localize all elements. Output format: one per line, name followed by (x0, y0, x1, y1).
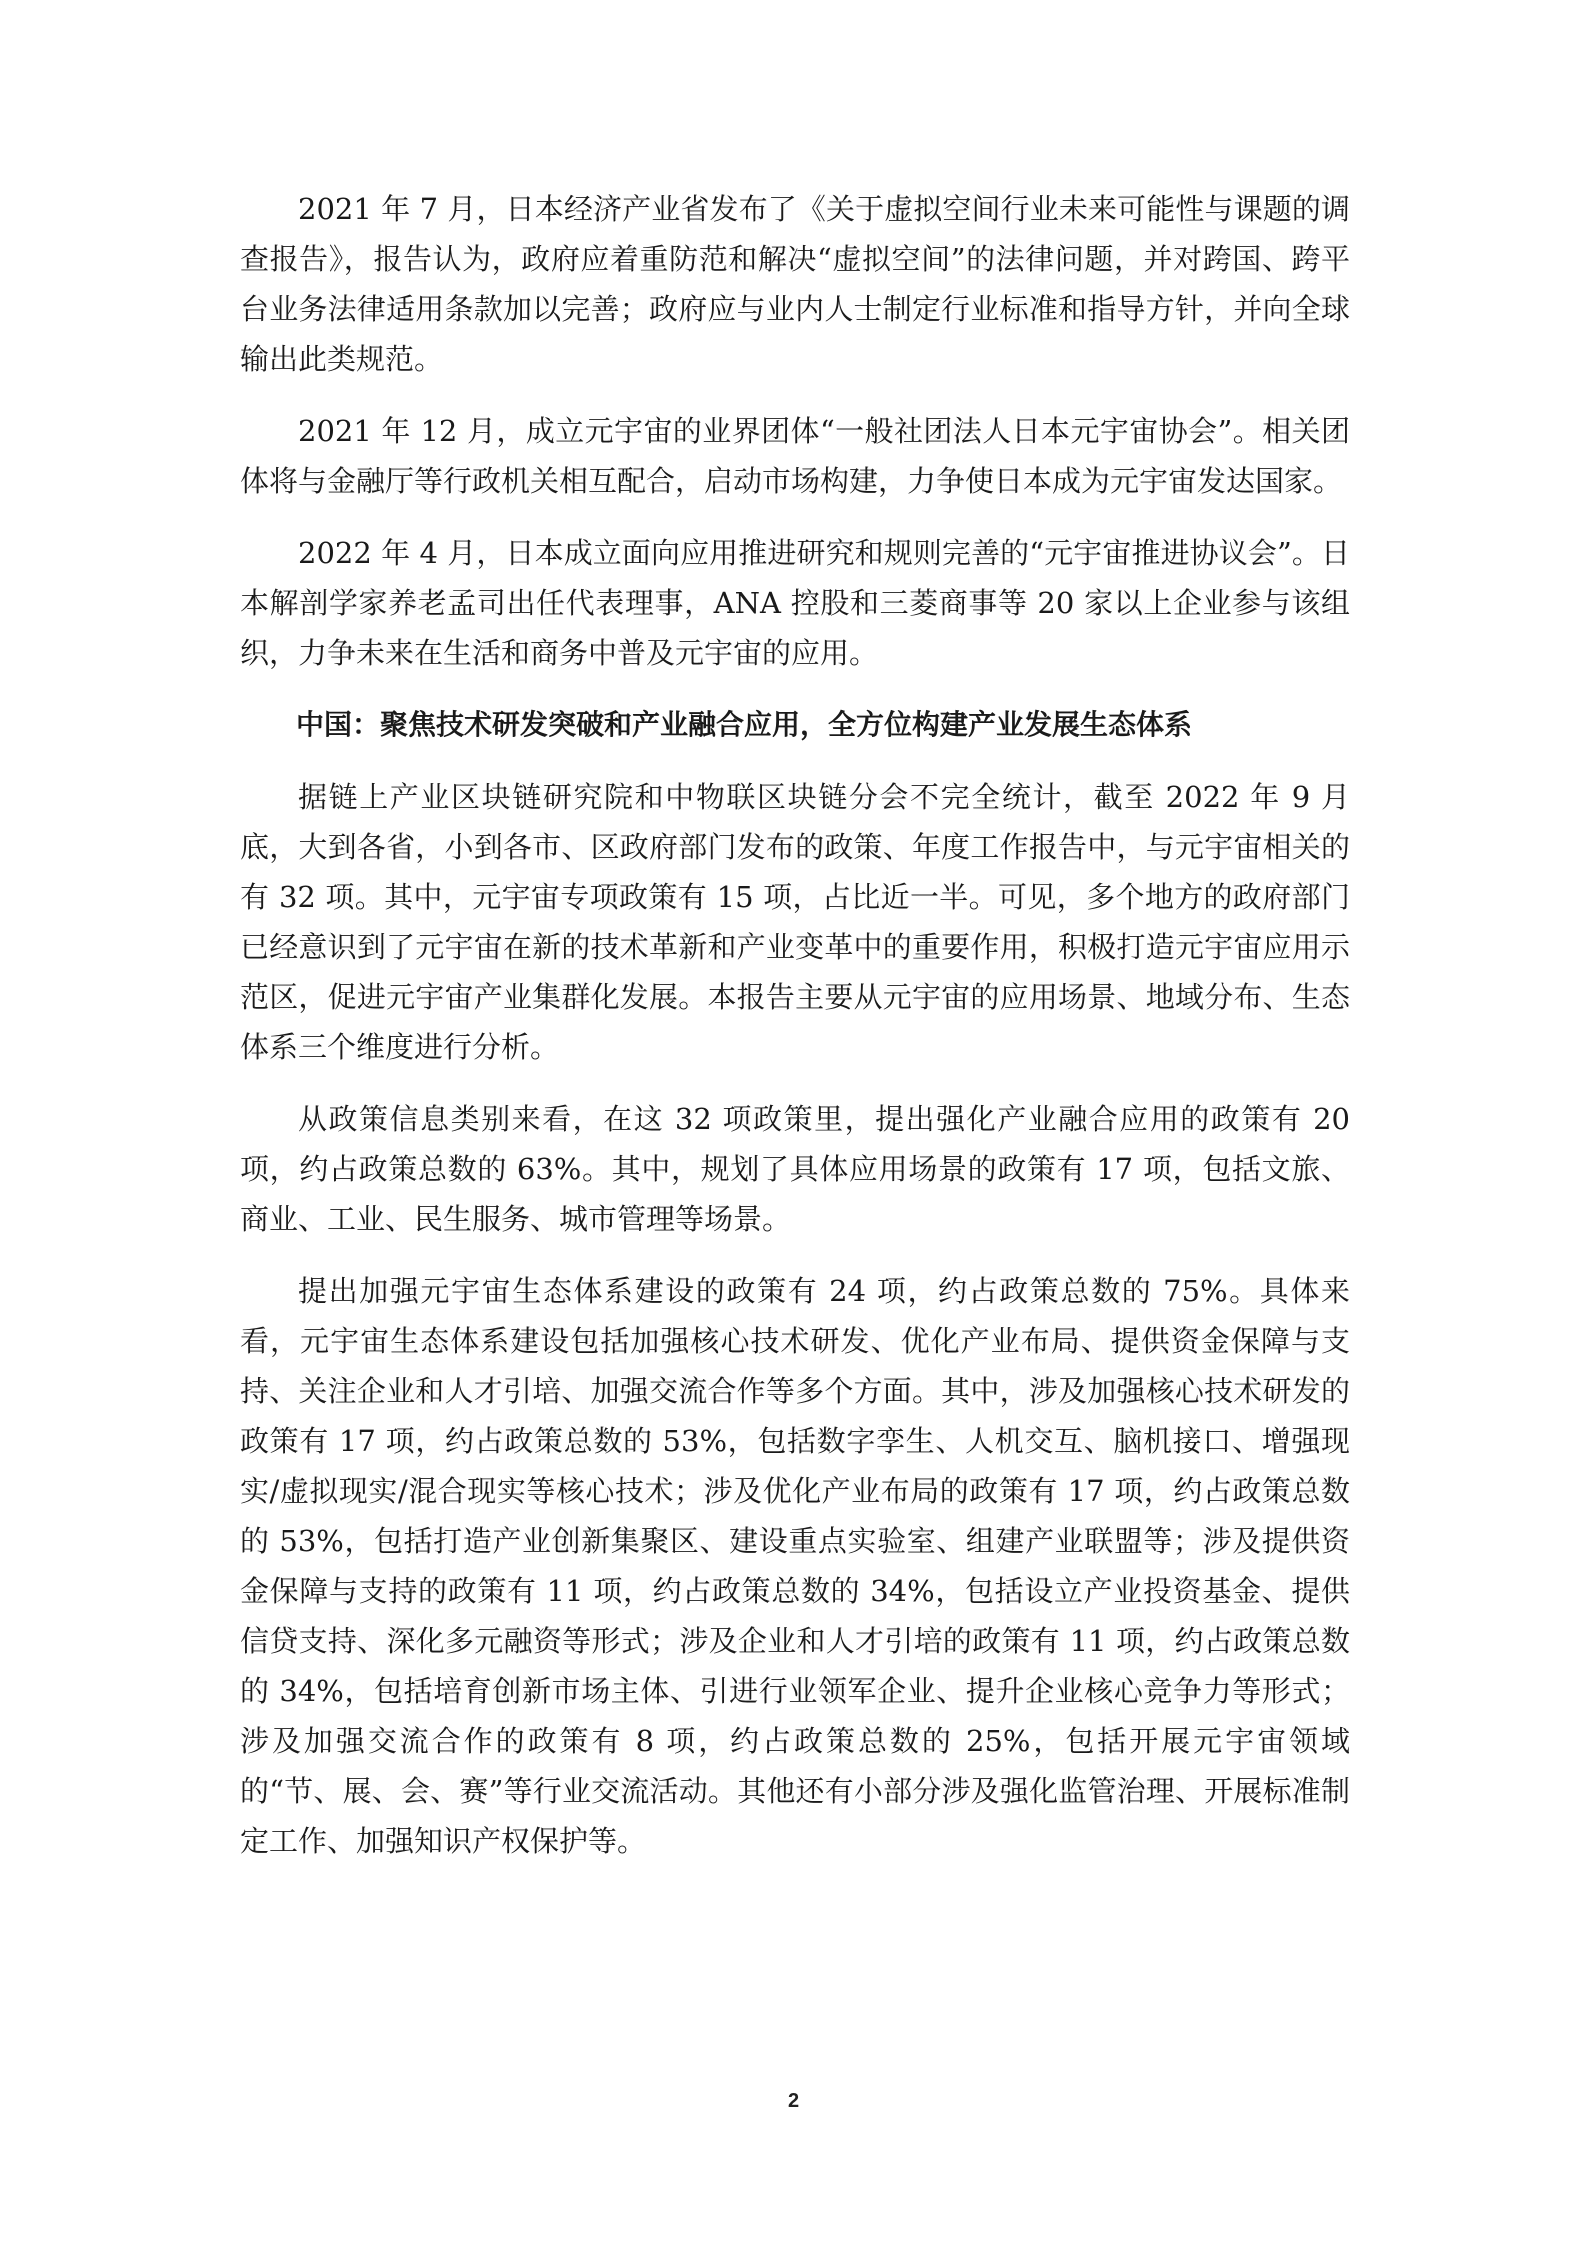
paragraph-japan-association-2021-12: 2021 年 12 月，成立元宇宙的业界团体“一般社团法人日本元宇宙协会”。相关团体将与金融厅等行政机关相互配合，启动市场构建，力争使日本成为元宇宙发达国家。 (240, 414, 1350, 498)
paragraph-japan-report-2021-07: 2021 年 7 月，日本经济产业省发布了《关于虚拟空间行业未来可能性与课题的调查报告》，报告认为，政府应着重防范和解决“虚拟空间”的法律问题，并对跨国、跨平台业务法律适用条款加以完善；政府应与业内人士制定行业标准和指导方针，并向全球输出此类规范。 (240, 192, 1350, 376)
paragraph-japan-council-2022-04: 2022 年 4 月，日本成立面向应用推进研究和规则完善的“元宇宙推进协议会”。日本解剖学家养老孟司出任代表理事，ANA 控股和三菱商事等 20 家以上企业参与该组织，力争未来在生活和商务中普及元宇宙的应用。 (240, 536, 1350, 670)
page-number: 2 (787, 2090, 800, 2112)
paragraph-china-ecosystem: 提出加强元宇宙生态体系建设的政策有 24 项，约占政策总数的 75%。具体来看，元宇宙生态体系建设包括加强核心技术研发、优化产业布局、提供资金保障与支持、关注企业和人才引培、加强交流合作等多个方面。其中，涉及加强核心技术研发的政策有 17 项，约占政策总数的 53%，包括数字孪生、人机交互、脑机接口、增强现实/虚拟现实/混合现实等核心技术；涉及优化产业布局的政策有 17 项，约占政策总数的 53%，包括打造产业创新集聚区、建设重点实验室、组建产业联盟等；涉及提供资金保障与支持的政策有 11 项，约占政策总数的 34%，包括设立产业投资基金、提供信贷支持、深化多元融资等形式；涉及企业和人才引培的政策有 11 项，约占政策总数的 34%，包括培育创新市场主体、引进行业领军企业、提升企业核心竞争力等形式；涉及加强交流合作的政策有 8 项，约占政策总数的 25%，包括开展元宇宙领域的“节、展、会、赛”等行业交流活动。其他还有小部分涉及强化监管治理、开展标准制定工作、加强知识产权保护等。 (240, 1274, 1350, 1858)
paragraph-china-industry-application: 从政策信息类别来看，在这 32 项政策里，提出强化产业融合应用的政策有 20 项，约占政策总数的 63%。其中，规划了具体应用场景的政策有 17 项，包括文旅、商业、工业、民生服务、城市管理等场景。 (240, 1102, 1350, 1236)
document-body (240, 184, 1350, 1888)
section-heading-china: 中国：聚焦技术研发突破和产业融合应用，全方位构建产业发展生态体系 (296, 708, 1193, 741)
paragraph-china-policy-count: 据链上产业区块链研究院和中物联区块链分会不完全统计，截至 2022 年 9 月底，大到各省，小到各市、区政府部门发布的政策、年度工作报告中，与元宇宙相关的有 32 项。其中，元宇宙专项政策有 15 项，占比近一半。可见，多个地方的政府部门已经意识到了元宇宙在新的技术革新和产业变革中的重要作用，积极打造元宇宙应用示范区，促进元宇宙产业集群化发展。本报告主要从元宇宙的应用场景、地域分布、生态体系三个维度进行分析。 (240, 780, 1350, 1064)
